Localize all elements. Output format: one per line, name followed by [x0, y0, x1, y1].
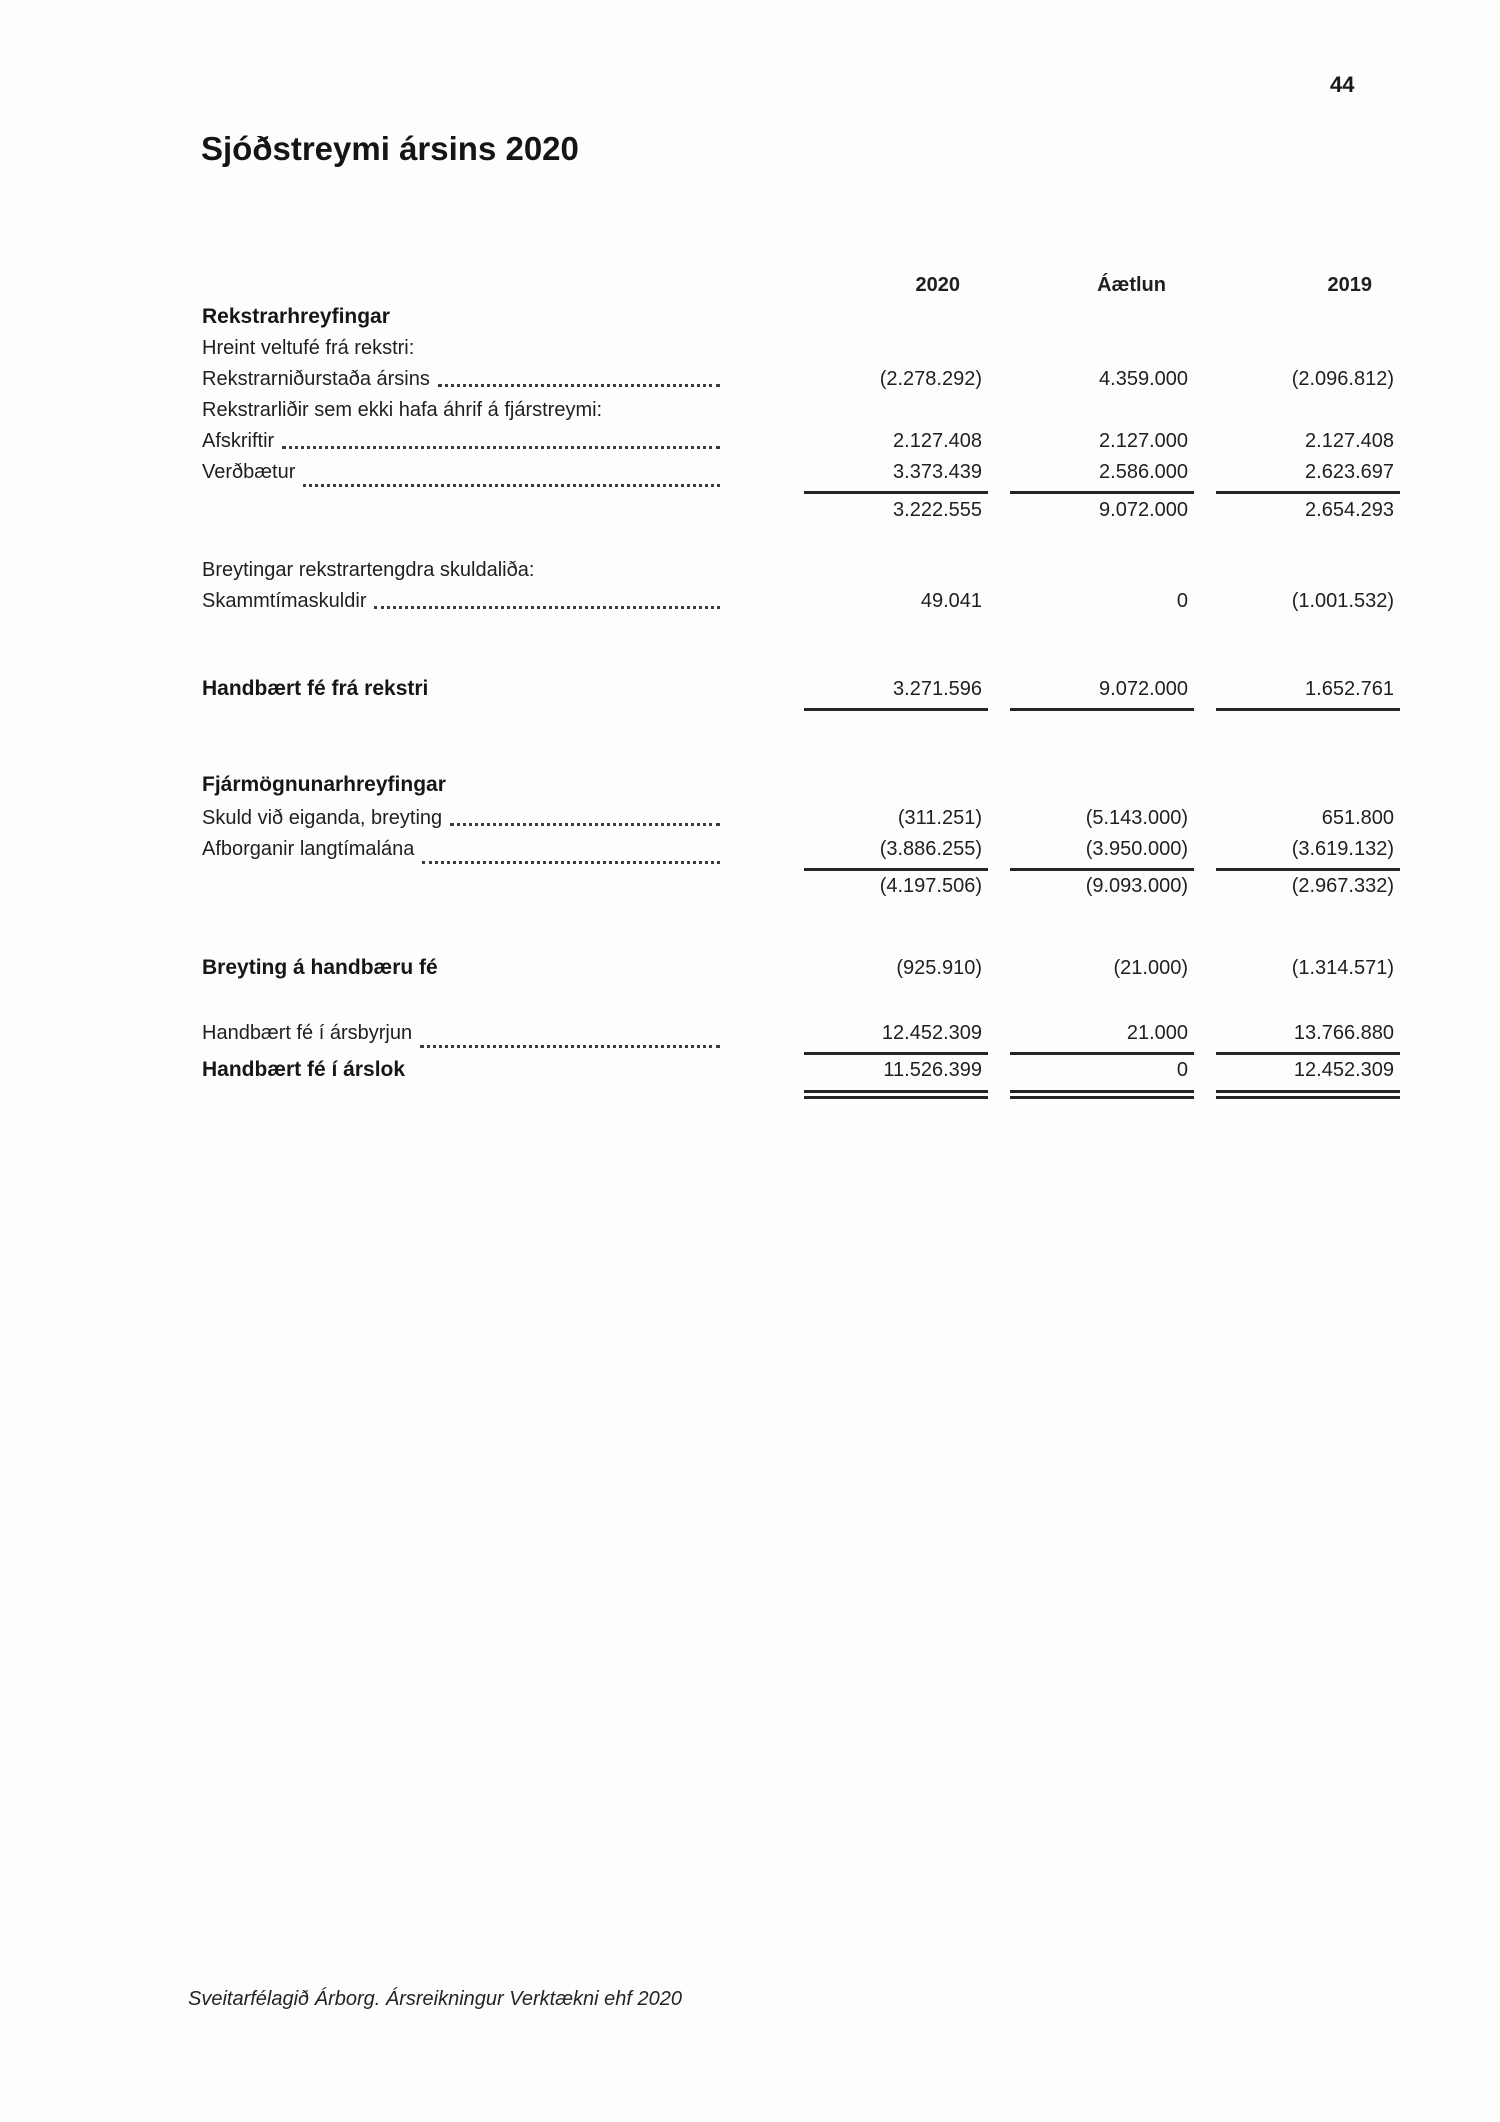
- value-2019: (2.096.812): [1291, 368, 1394, 390]
- value-2019: 1.652.761: [1216, 674, 1400, 711]
- value-2020: (4.197.506): [879, 875, 982, 897]
- row-section-rekstrarhreyfingar: [202, 302, 1400, 332]
- row-label: Breytingar rekstrartengdra skuldaliða:: [202, 559, 535, 581]
- row-handbaert-fe-i-arslok: [202, 1055, 1400, 1099]
- total-label: Breyting á handbæru fé: [202, 956, 438, 979]
- value-2020: 3.222.555: [893, 499, 982, 521]
- value-2020: 12.452.309: [804, 1018, 988, 1055]
- page-number: 44: [1330, 72, 1355, 97]
- value-aetlun: 0: [1010, 1055, 1194, 1099]
- dot-leader: [422, 861, 720, 864]
- footer-note: Sveitarfélagið Árborg. Ársreikningur Verktækni ehf 2020: [188, 1988, 682, 2010]
- row-label: Afskriftir: [202, 430, 275, 452]
- row-afskriftir: [202, 426, 1400, 456]
- row-subtotal-fjarmognun: [202, 871, 1400, 901]
- value-2019: (2.967.332): [1291, 875, 1394, 897]
- row-handbaert-fe-fra-rekstri: [202, 674, 1400, 711]
- value-2019: 2.623.697: [1216, 457, 1400, 494]
- row-afborganir-langtimalana: [202, 834, 1400, 871]
- column-header-2019: 2019: [1327, 274, 1372, 296]
- column-header-aetlun: Áætlun: [1097, 274, 1166, 296]
- value-2020: (2.278.292): [879, 368, 982, 390]
- row-verdbaetur: [202, 457, 1400, 494]
- dot-leader: [438, 384, 720, 387]
- row-label: Rekstrarniðurstaða ársins: [202, 368, 430, 390]
- value-2020: 3.373.439: [804, 457, 988, 494]
- value-2020: 2.127.408: [893, 430, 982, 452]
- value-2020: (311.251): [897, 807, 982, 829]
- value-2019: 12.452.309: [1216, 1055, 1400, 1099]
- page-title: Sjóðstreymi ársins 2020: [201, 130, 579, 167]
- value-aetlun: (9.093.000): [1085, 875, 1188, 897]
- value-2020: 11.526.399: [804, 1055, 988, 1099]
- value-2019: 2.127.408: [1305, 430, 1394, 452]
- dot-leader: [282, 446, 720, 449]
- total-label: Handbært fé í árslok: [202, 1058, 406, 1081]
- value-2019: (1.314.571): [1291, 957, 1394, 979]
- value-aetlun: 4.359.000: [1099, 368, 1188, 390]
- row-breyting-a-handbaeru-fe: [202, 953, 1400, 983]
- value-2019: (1.001.532): [1291, 590, 1394, 612]
- value-aetlun: (5.143.000): [1085, 807, 1188, 829]
- value-aetlun: (21.000): [1113, 957, 1188, 979]
- row-section-fjarmognunarhreyfingar: [202, 770, 1400, 800]
- row-skammtimaskuldir: [202, 586, 1400, 616]
- value-2019: (3.619.132): [1216, 834, 1400, 871]
- value-2020: (3.886.255): [804, 834, 988, 871]
- value-aetlun: 2.127.000: [1099, 430, 1188, 452]
- row-label: Afborganir langtímalána: [202, 838, 415, 860]
- total-label: Handbært fé frá rekstri: [202, 677, 429, 700]
- row-rekstrarlidir-note: [202, 395, 1400, 425]
- dot-leader: [450, 823, 720, 826]
- value-aetlun: 9.072.000: [1099, 499, 1188, 521]
- value-2020: 3.271.596: [804, 674, 988, 711]
- header-spacer: [202, 270, 782, 300]
- row-rekstrarnidurstada-arsins: [202, 364, 1400, 394]
- dot-leader: [420, 1045, 720, 1048]
- row-label: Hreint veltufé frá rekstri:: [202, 337, 415, 359]
- value-aetlun: 21.000: [1010, 1018, 1194, 1055]
- column-header-2020: 2020: [915, 274, 960, 296]
- value-aetlun: (3.950.000): [1010, 834, 1194, 871]
- row-breytingar-skuldalida: [202, 555, 1400, 585]
- section-label: Rekstrarhreyfingar: [202, 305, 390, 328]
- value-aetlun: 2.586.000: [1010, 457, 1194, 494]
- value-2020: (925.910): [896, 957, 982, 979]
- row-handbaert-fe-i-arsbyrjun: [202, 1018, 1400, 1055]
- row-hreint-veltufe: [202, 333, 1400, 363]
- row-label: Rekstrarliðir sem ekki hafa áhrif á fjárstreymi:: [202, 399, 603, 421]
- value-2020: 49.041: [920, 590, 982, 612]
- value-aetlun: 9.072.000: [1010, 674, 1194, 711]
- value-aetlun: 0: [1176, 590, 1188, 612]
- row-label: Verðbætur: [202, 461, 296, 483]
- row-column-headers: [202, 270, 1400, 300]
- dot-leader: [303, 484, 720, 487]
- row-label: Skammtímaskuldir: [202, 590, 367, 612]
- value-2019: 2.654.293: [1305, 499, 1394, 521]
- row-subtotal-veltufe: [202, 495, 1400, 525]
- value-2019: 651.800: [1321, 807, 1394, 829]
- row-label: Skuld við eiganda, breyting: [202, 807, 443, 829]
- cash-flow-table: [202, 270, 1400, 1099]
- row-skuld-vid-eiganda: [202, 803, 1400, 833]
- dot-leader: [374, 606, 720, 609]
- row-label: Handbært fé í ársbyrjun: [202, 1022, 413, 1044]
- value-2019: 13.766.880: [1216, 1018, 1400, 1055]
- section-label: Fjármögnunarhreyfingar: [202, 773, 446, 796]
